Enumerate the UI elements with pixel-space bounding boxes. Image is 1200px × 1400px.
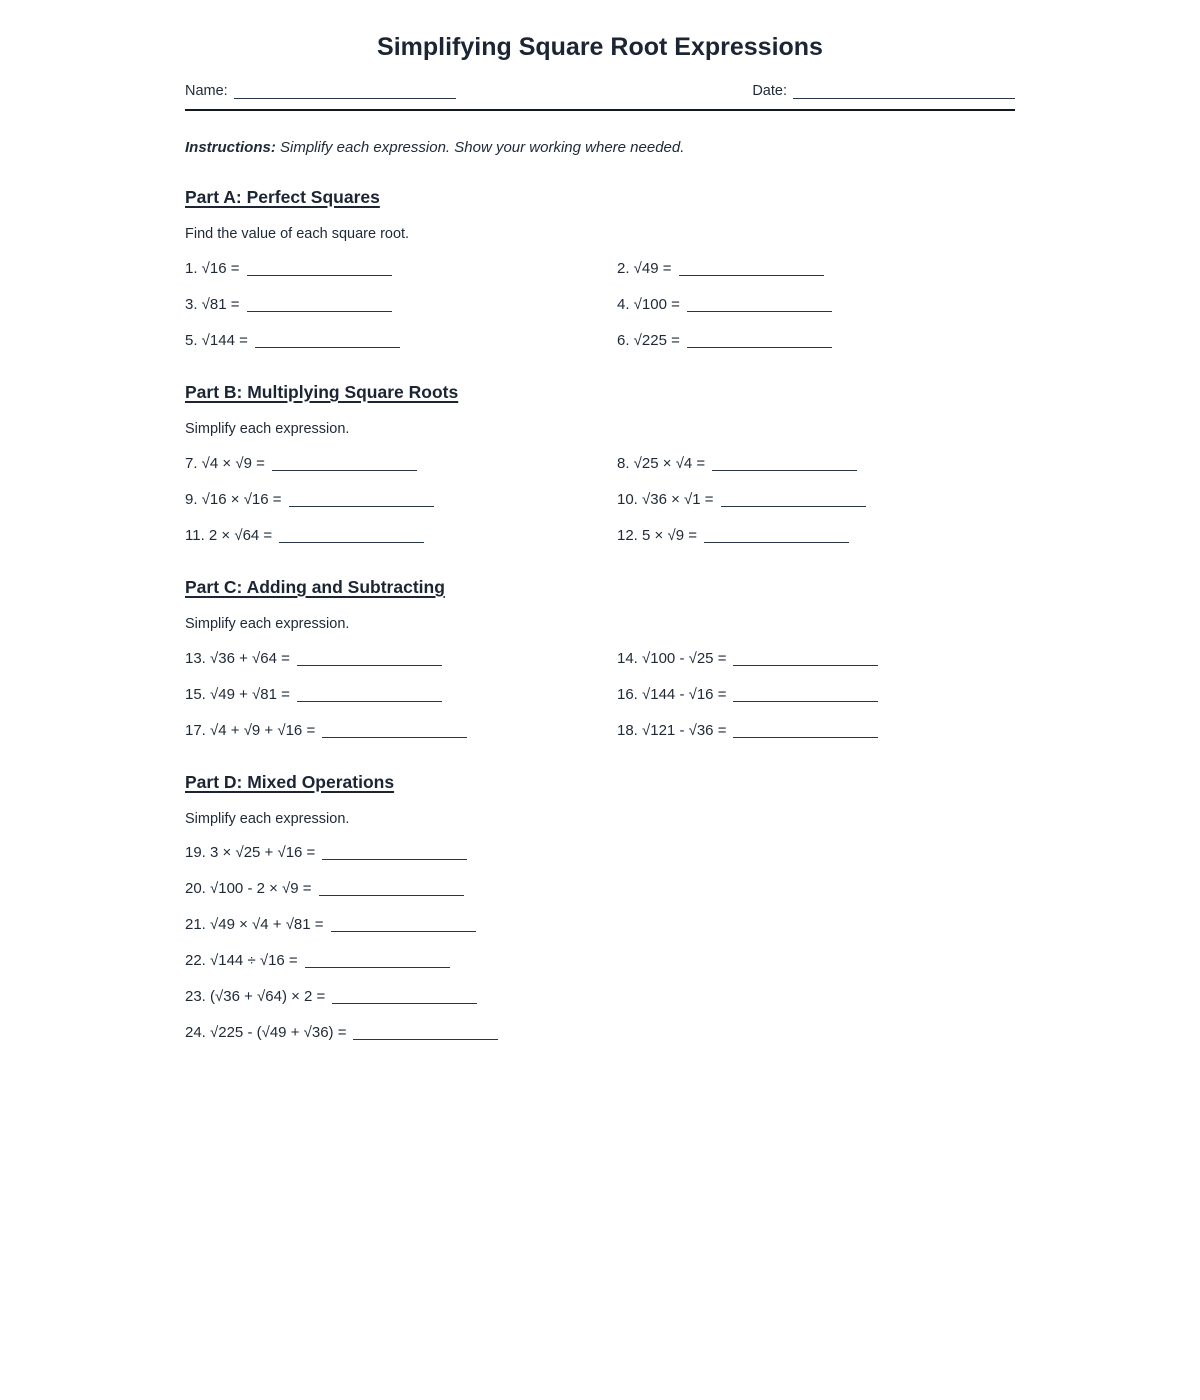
answer-blank: [687, 333, 832, 348]
name-label: Name:: [185, 83, 228, 99]
problem-14: [617, 648, 1015, 670]
answer-blank: [297, 651, 442, 666]
problem-21: [185, 914, 1015, 936]
problem-4: [617, 294, 1015, 316]
problem-expression: 9. √16 × √16 =: [185, 491, 282, 508]
instructions: [185, 138, 1015, 157]
date-label: Date:: [752, 83, 787, 99]
answer-blank: [712, 456, 857, 471]
section-heading: Part C: Adding and Subtracting: [185, 577, 445, 597]
section-subtext: Simplify each expression.: [185, 421, 350, 437]
problem-18: [617, 720, 1015, 742]
date-blank-line: [793, 85, 1015, 99]
problem-expression: 13. √36 + √64 =: [185, 650, 290, 667]
header-divider: [185, 109, 1015, 111]
answer-blank: [297, 687, 442, 702]
problem-expression: 10. √36 × √1 =: [617, 491, 714, 508]
problems-grid: [185, 648, 1015, 742]
answer-blank: [331, 917, 476, 932]
answer-blank: [305, 953, 450, 968]
problem-expression: 1. √16 =: [185, 260, 240, 277]
answer-blank: [733, 687, 878, 702]
problem-11: [185, 525, 617, 547]
answer-blank: [704, 528, 849, 543]
name-blank-line: [234, 85, 456, 99]
problem-6: [617, 330, 1015, 352]
problem-10: [617, 489, 1015, 511]
instructions-text: Simplify each expression. Show your working where needed.: [275, 139, 685, 156]
problem-expression: 19. 3 × √25 + √16 =: [185, 844, 316, 861]
problem-23: [185, 986, 1015, 1008]
problem-expression: 22. √144 ÷ √16 =: [185, 952, 298, 969]
problem-15: [185, 684, 617, 706]
answer-blank: [353, 1025, 498, 1040]
problem-24: [185, 1022, 1015, 1044]
problem-expression: 24. √225 - (√49 + √36) =: [185, 1024, 347, 1041]
name-date-row: [185, 83, 1015, 99]
problem-1: [185, 258, 617, 280]
problem-expression: 8. √25 × √4 =: [617, 455, 706, 472]
section-subtext: Find the value of each square root.: [185, 226, 410, 242]
name-field: [185, 83, 456, 99]
section-subtext: Simplify each expression.: [185, 616, 350, 632]
date-field: [752, 83, 1015, 99]
problems-grid: [185, 258, 1015, 352]
problem-expression: 11. 2 × √64 =: [185, 527, 273, 544]
answer-blank: [279, 528, 424, 543]
problem-3: [185, 294, 617, 316]
problem-5: [185, 330, 617, 352]
answer-blank: [733, 723, 878, 738]
section-subtext: Simplify each expression.: [185, 811, 350, 827]
section-part-a: [185, 186, 1015, 352]
section-heading: Part A: Perfect Squares: [185, 187, 380, 207]
problem-22: [185, 950, 1015, 972]
problem-13: [185, 648, 617, 670]
problem-expression: 23. (√36 + √64) × 2 =: [185, 988, 326, 1005]
answer-blank: [721, 492, 866, 507]
problem-12: [617, 525, 1015, 547]
answer-blank: [322, 723, 467, 738]
answer-blank: [255, 333, 400, 348]
problem-expression: 18. √121 - √36 =: [617, 722, 727, 739]
problems-grid: [185, 453, 1015, 547]
problem-expression: 15. √49 + √81 =: [185, 686, 290, 703]
problem-expression: 14. √100 - √25 =: [617, 650, 727, 667]
problem-20: [185, 878, 1015, 900]
problem-expression: 17. √4 + √9 + √16 =: [185, 722, 316, 739]
problem-expression: 2. √49 =: [617, 260, 672, 277]
problem-9: [185, 489, 617, 511]
answer-blank: [289, 492, 434, 507]
problem-expression: 3. √81 =: [185, 296, 240, 313]
answer-blank: [247, 297, 392, 312]
instructions-label: Instructions:: [185, 139, 276, 156]
answer-blank: [687, 297, 832, 312]
problem-expression: 5. √144 =: [185, 332, 248, 349]
section-part-d: [185, 771, 1015, 1044]
problems-list: [185, 842, 1015, 1044]
problem-expression: 21. √49 × √4 + √81 =: [185, 916, 324, 933]
problem-expression: 4. √100 =: [617, 296, 680, 313]
answer-blank: [332, 989, 477, 1004]
problem-expression: 6. √225 =: [617, 332, 680, 349]
problem-expression: 7. √4 × √9 =: [185, 455, 265, 472]
section-part-c: [185, 576, 1015, 742]
answer-blank: [247, 261, 392, 276]
worksheet-page: [185, 0, 1015, 1044]
answer-blank: [319, 881, 464, 896]
problem-16: [617, 684, 1015, 706]
problem-7: [185, 453, 617, 475]
section-part-b: [185, 381, 1015, 547]
problem-8: [617, 453, 1015, 475]
problem-expression: 12. 5 × √9 =: [617, 527, 697, 544]
section-heading: Part B: Multiplying Square Roots: [185, 382, 459, 402]
page-title: Simplifying Square Root Expressions: [377, 33, 823, 61]
problem-17: [185, 720, 617, 742]
answer-blank: [733, 651, 878, 666]
problem-expression: 16. √144 - √16 =: [617, 686, 727, 703]
problem-2: [617, 258, 1015, 280]
answer-blank: [272, 456, 417, 471]
problem-19: [185, 842, 1015, 864]
answer-blank: [322, 845, 467, 860]
section-heading: Part D: Mixed Operations: [185, 772, 395, 792]
answer-blank: [679, 261, 824, 276]
problem-expression: 20. √100 - 2 × √9 =: [185, 880, 312, 897]
